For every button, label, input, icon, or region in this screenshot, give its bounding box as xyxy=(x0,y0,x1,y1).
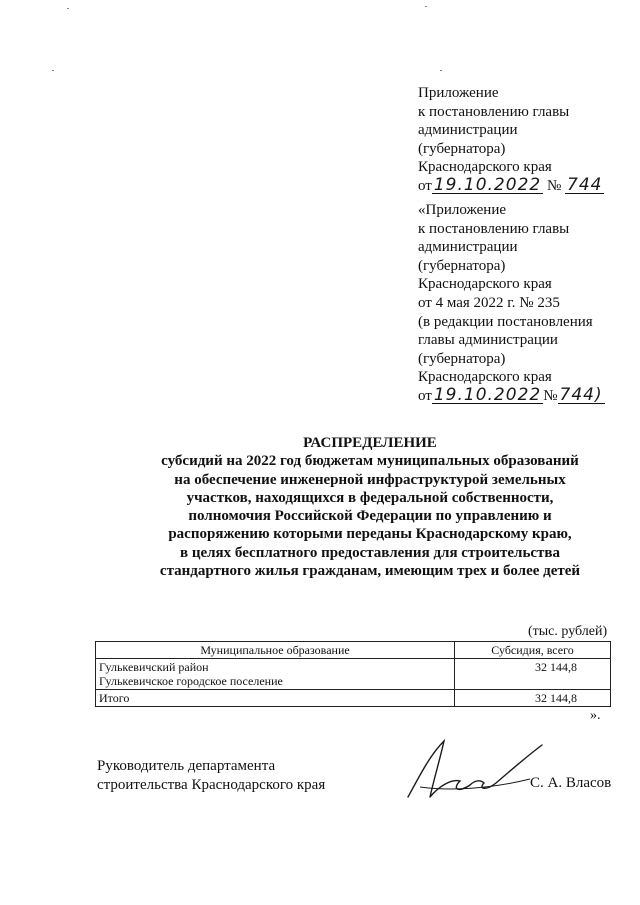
title-line: на обеспечение инженерной инфраструктурой земельных xyxy=(174,471,566,488)
annex-amended-block xyxy=(418,201,605,406)
handwritten-signature xyxy=(400,735,550,805)
column-header-municipality: Муниципальное образование xyxy=(96,642,455,659)
annex-line: (губернатора) xyxy=(418,257,506,274)
table-row-total xyxy=(96,690,611,707)
annex-line: главы администрации xyxy=(418,332,558,349)
title-line: участков, находящихся в федеральной собственности, xyxy=(186,489,554,506)
from-prefix: от xyxy=(418,387,432,404)
table-cell-municipality xyxy=(96,659,455,690)
annex-line: к постановлению главы xyxy=(418,103,570,120)
annex-date-line xyxy=(418,384,605,406)
table-row xyxy=(96,659,611,690)
position-line: строительства Краснодарского края xyxy=(97,777,326,793)
annex-line: администрации xyxy=(418,239,518,256)
handwritten-number: 744) xyxy=(559,384,603,405)
annex-line: к постановлению главы xyxy=(418,220,570,237)
handwritten-number: 744 xyxy=(567,174,603,195)
number-prefix: № xyxy=(546,177,562,194)
annex-line: (в редакции постановления xyxy=(418,313,593,330)
number-prefix: № xyxy=(543,387,558,404)
annex-line: от 4 мая 2022 г. № 235 xyxy=(418,294,560,311)
title-line: полномочия Российской Федерации по управлению и xyxy=(188,508,552,525)
scan-speck xyxy=(425,6,427,7)
signatory-name: С. А. Власов xyxy=(530,775,612,791)
table-cell-total-value: 32 144,8 xyxy=(455,690,611,707)
municipality-line: Гулькевичский район xyxy=(99,660,209,674)
handwritten-date: 19.10.2022 xyxy=(433,174,542,195)
handwritten-date: 19.10.2022 xyxy=(433,384,542,405)
annex-line: Приложение xyxy=(418,85,499,101)
title-line: в целях бесплатного предоставления для строительства xyxy=(179,544,561,561)
annex-line: Краснодарского края xyxy=(418,369,552,386)
annex-line: Краснодарского края xyxy=(418,276,552,293)
closing-quote-mark: ». xyxy=(590,708,601,723)
position-line: Руководитель департамента xyxy=(97,758,276,774)
annex-line: Краснодарского края xyxy=(418,159,552,176)
municipality-line: Гулькевичское городское поселение xyxy=(99,674,283,688)
scan-speck xyxy=(440,70,442,71)
signatory-position xyxy=(97,757,325,795)
column-header-subsidy: Субсидия, всего xyxy=(455,642,611,659)
document-heading: РАСПРЕДЕЛЕНИЕ xyxy=(303,435,437,451)
annex-line: администрации xyxy=(418,122,518,139)
title-line: распоряжению которыми переданы Краснодарскому краю, xyxy=(168,526,572,543)
from-prefix: от xyxy=(418,177,432,194)
annex-header-block xyxy=(418,84,604,196)
annex-date-line xyxy=(418,174,604,196)
scan-speck xyxy=(67,8,69,9)
table-cell-subsidy: 32 144,8 xyxy=(455,659,611,690)
scan-speck xyxy=(52,70,54,71)
annex-line: (губернатора) xyxy=(418,350,506,367)
title-line: стандартного жилья гражданам, имеющим трех и более детей xyxy=(159,563,581,580)
table-cell-total-label: Итого xyxy=(96,690,455,707)
table-header-row xyxy=(96,642,611,659)
title-line: субсидий на 2022 год бюджетам муниципальных образований xyxy=(161,453,579,470)
annex-line: «Приложение xyxy=(418,202,507,218)
units-label: (тыс. рублей) xyxy=(528,624,608,639)
annex-line: (губернатора) xyxy=(418,140,506,157)
subsidy-table xyxy=(95,641,611,707)
document-title-block xyxy=(100,434,640,580)
